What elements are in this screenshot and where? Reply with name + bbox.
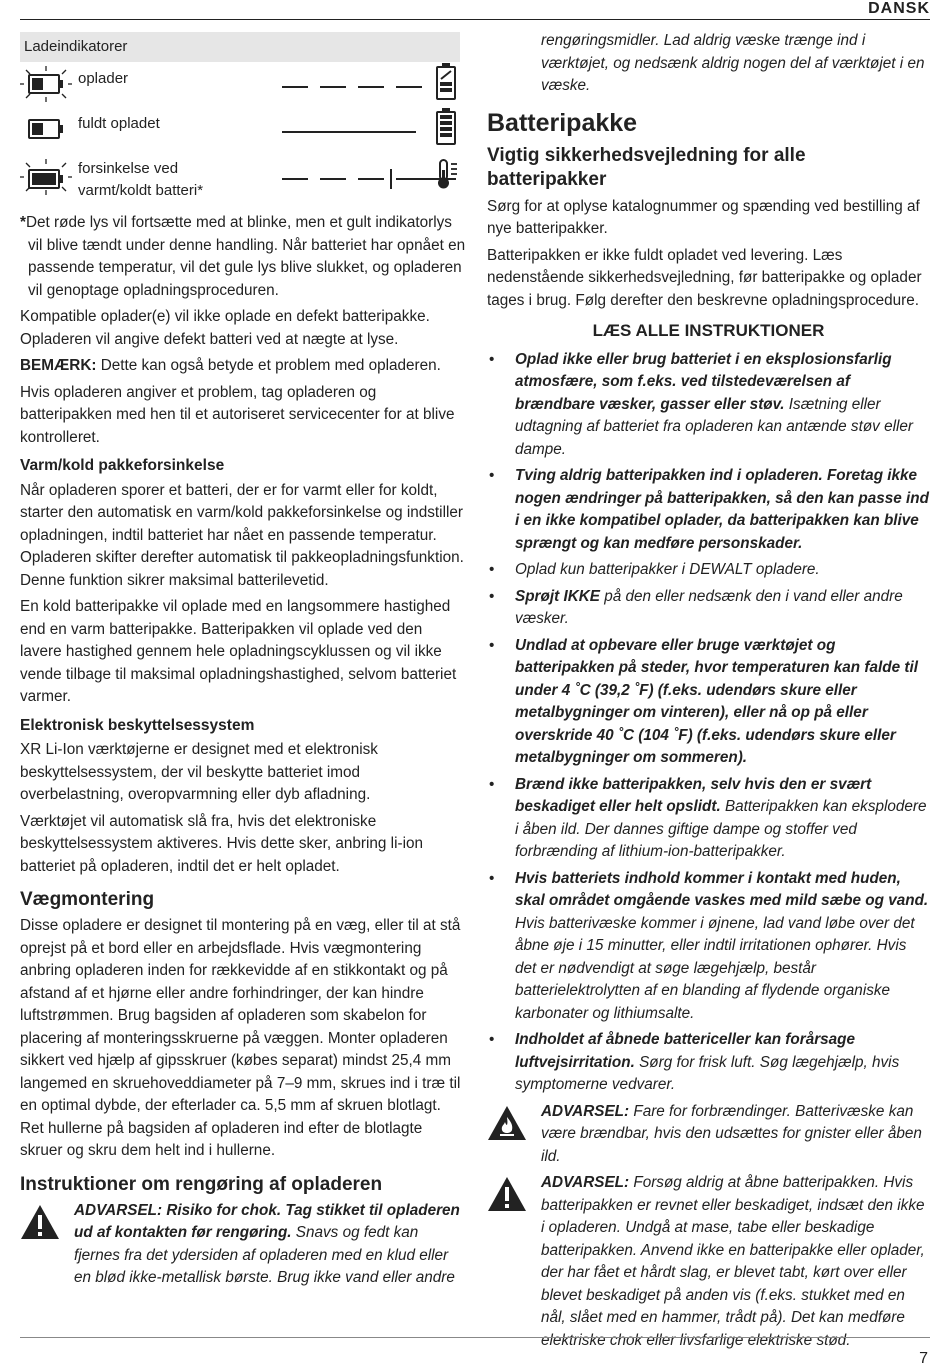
heading-electronic-protection: Elektronisk beskyttelsessystem [20,716,255,734]
battery-full-icon [436,111,456,145]
heading-battery-pack: Batteripakke [487,108,638,137]
wall-mounting-text: Disse opladere er designet til montering på en væg, eller til at stå oprejst på et bord eller en arbejdsflade. Hvis vægmontering anbring opladeren inden for rækkevidde af en stikkontakt og på afstand af et hjørne eller andre forhindringer, der kan hindre luftstrømmen. Brug bagsiden af opladeren som skabelon for placering af monteringsskruerne på væggen. Monter opladeren sikkert ved hjælp af gipsskruer (købes separat) mindst 25,4 mm langemed en skruehoveddiameter på 7–9 mm, skrues ind i træ til en optimal dybde, der efterlader ca. 5,5 mm af skruen blotlagt. Ret hullerne på bagsiden af opladeren ind efter de blotlagte skruer og skru dem helt ind i hullerne. [20,917,461,1159]
cleaning-warning [20,1200,468,1290]
cleaning-continued-text: rengøringsmidler. Lad aldrig væske trænge ind i værktøjet, og nedsænk aldrig nogen del af værktøjet i en væske. [541,32,925,94]
indicator-table-title: Ladeindikatorer [20,32,460,62]
burn-warning-text: Fare for forbrændinger. Batterivæske kan være brændbar, hvis den udsættes for gnister eller åben ild. [541,1102,922,1165]
solid-pattern-full [282,121,416,144]
indicator-label-charging: oplader [78,70,129,87]
indicator-label-delay [78,158,203,202]
charger-led-icon [28,119,60,139]
language-label: DANSK [868,0,930,17]
indicator-label-full: fuldt opladet [78,115,160,132]
thermometer-icon [434,158,464,190]
charge-indicator-table [20,32,460,204]
bemaerk-label: BEMÆRK: [20,357,97,374]
indicator-label-delay-line2: varmt/koldt batteri* [78,182,204,199]
burn-warning [487,1101,930,1169]
warning-triangle-icon [487,1176,527,1212]
list-item: • Tving aldrig batteripakken ind i opladeren. Foretag ikke nogen ændringer på batteripakken, så den kan passe ind i en ikke kompatibel oplader, da batteripakken kan blive sprængt og kan medføre personskader. [487,465,930,555]
left-column [20,32,468,1294]
blink-pattern-delay [282,168,456,191]
hot-cold-text-1: Når opladeren sporer et batteri, der er for varmt eller for koldt, starter den automatisk en varm/kold pakkeforsinkelse og indstiller opladningen, indtil batteriet har nået en passende temperatur. Opladeren skifter derefter automatisk til pakkeopladningsfunktion. Denne funktion sikrer maksimal batterilevetid. [20,481,464,589]
heading-read-all: LÆS ALLE INSTRUKTIONER [592,321,825,340]
bemaerk-note [20,355,468,378]
battery-charging-icon [436,66,456,100]
header-divider [20,19,930,20]
open-pack-warning-label: ADVARSEL: [541,1174,630,1191]
list-item: • Indholdet af åbnede battericeller kan forårsage luftvejsirritation. Sørg for frisk luft. Søg lægehjælp, hvis symptomerne vedvarer. [487,1029,930,1097]
note-text: Det røde lys vil fortsætte med at blinke, men et gult indikatorlys vil blive tændt under denne handling. Når batteriet har opnået en passende temperatur, vil det gule lys blive slukket, og opladeren vil genoptage opladningsproceduren. [25,214,466,299]
warning-triangle-icon [20,1204,60,1240]
service-center-text: Hvis opladeren angiver et problem, tag opladeren og batteripakken med hen til et autoriseret servicecenter for at blive kontrolleret. [20,383,455,446]
protection-text-2: Værktøjet vil automatisk slå fra, hvis det elektroniske beskyttelsessystem aktiveres. Hvis dette sker, anbring li-ion batteriet på opladeren, indtil det er helt opladet. [20,812,423,875]
charger-led-half-icon [28,74,60,94]
heading-cleaning: Instruktioner om rengøring af opladeren [20,1173,383,1195]
temperature-note [20,212,468,302]
protection-text-1: XR Li-Ion værktøjerne er designet med et elektronisk beskyttelsessystem, der vil beskytte batteriet imod overbelastning, overopvarmning eller dyb afladning. [20,741,378,803]
fire-warning-icon [487,1105,527,1141]
footer-divider [20,1337,930,1338]
catalog-number-text: Sørg for at oplyse katalognummer og spænding ved bestilling af nye batteripakker. [487,197,920,237]
right-column [487,30,930,1356]
list-item: • Oplad kun batteripakker i DEWALT opladere. [487,559,930,582]
bemaerk-text: Dette kan også betyde et problem med opladeren. [96,357,441,374]
blink-pattern-charging [282,76,434,99]
list-item: • Oplad ikke eller brug batteriet i en eksplosionsfarlig atmosfære, som f.eks. ved tilstedeværelsen af brændbare væsker, gasser eller støv. Isætning eller udtagning af batteriet fra opladeren kan antænde støv eller dampe. [487,349,930,462]
list-item: • Hvis batteriets indhold kommer i kontakt med huden, skal området omgående vaskes med mild sæbe og vand. Hvis batterivæske kommer i øjnene, lad vand løbe over det åbne øje i 15 minutter, eller indtil irritationen ophører. Hvis det er nødvendigt at søge lægehjælp, består batterielektrolytten af en blanding af flydende organiske karbonater og lithiumsalte. [487,868,930,1026]
burn-warning-label: ADVARSEL: [541,1102,630,1120]
cleaning-warning-bold: ADVARSEL: Risiko for chok. Tag stikket til opladeren ud af kontakten før rengøring. [74,1201,460,1241]
list-item: • Sprøjt IKKE på den eller nedsænk den i vand eller andre væsker. [487,586,930,631]
indicator-row-full [20,107,460,152]
page-number: 7 [919,1350,928,1367]
list-item: • Undlad at opbevare eller bruge værktøjet og batteripakken på steder, hvor temperaturen kan falde til under 4 ˚C (39,2 ˚F) (f.eks. udendørs skure eller metalbygninger om vinteren), eller nå op på eller overskride 40 ˚C (104 ˚F) (f.eks. udendørs skure eller metalbygninger om sommeren). [487,635,930,770]
not-fully-charged-text: Batteripakken er ikke fuldt opladet ved levering. Læs nedenstående sikkerhedsvejledning, før batteripakke og oplader tages i brug. Følg derefter den beskrevne opladningsprocedure. [487,246,922,309]
hot-cold-text-2: En kold batteripakke vil oplade med en langsommere hastighed end en varm batteripakke. Batteripakken vil oplade ved den lavere hastighed gennem hele opladningscyklussen og vil ikke vende tilbage til maksimal opladningshastighed, selvom batteriet varmer. [20,598,457,705]
charger-led-full-icon [28,169,60,189]
list-item: • Brænd ikke batteripakken, selv hvis den er svært beskadiget eller helt opslidt. Batteripakken kan eksplodere i åben ild. Der dannes giftige dampe og stoffer ved forbrænding af lithium-ion-batteripakker. [487,774,930,864]
cleaning-warning-text: Snavs og fedt kan fjernes fra det ydersiden af opladeren med en klud eller en blød ikke-metallisk børste. Brug ikke vand eller andre [74,1224,455,1286]
open-pack-warning-text: Forsøg aldrig at åbne batteripakken. Hvis batteripakken er revnet eller beskadiget, indsæt den ikke i opladeren. Undgå at mase, tabe eller beskadige batteripakken. Anvend ikke en batteripakke eller oplader, der har fået et hårdt slag, er blevet tabt, kørt over eller blevet beskadiget på anden vis (f.eks. stukket med en nål, slået med en hammer, trådt på). Det kan medføre elektriske chok eller livsfarlige elektriske stød. [541,1174,925,1349]
indicator-row-delay [20,152,460,204]
heading-hot-cold-delay: Varm/kold pakkeforsinkelse [20,457,225,474]
heading-safety-instructions: Vigtig sikkerhedsvejledning for alle batteripakker [487,144,806,190]
note-asterisk: * [20,214,26,231]
compatible-chargers-text: Kompatible oplader(e) vil ikke oplade en defekt batteripakke. Opladeren vil angive defekt batteri ved at nægte at lyse. [20,308,430,348]
indicator-label-delay-line1: forsinkelse ved [78,160,179,177]
heading-wall-mounting: Vægmontering [20,889,155,910]
open-pack-warning [487,1172,930,1352]
indicator-row-charging [20,62,460,107]
safety-list [487,349,930,1097]
